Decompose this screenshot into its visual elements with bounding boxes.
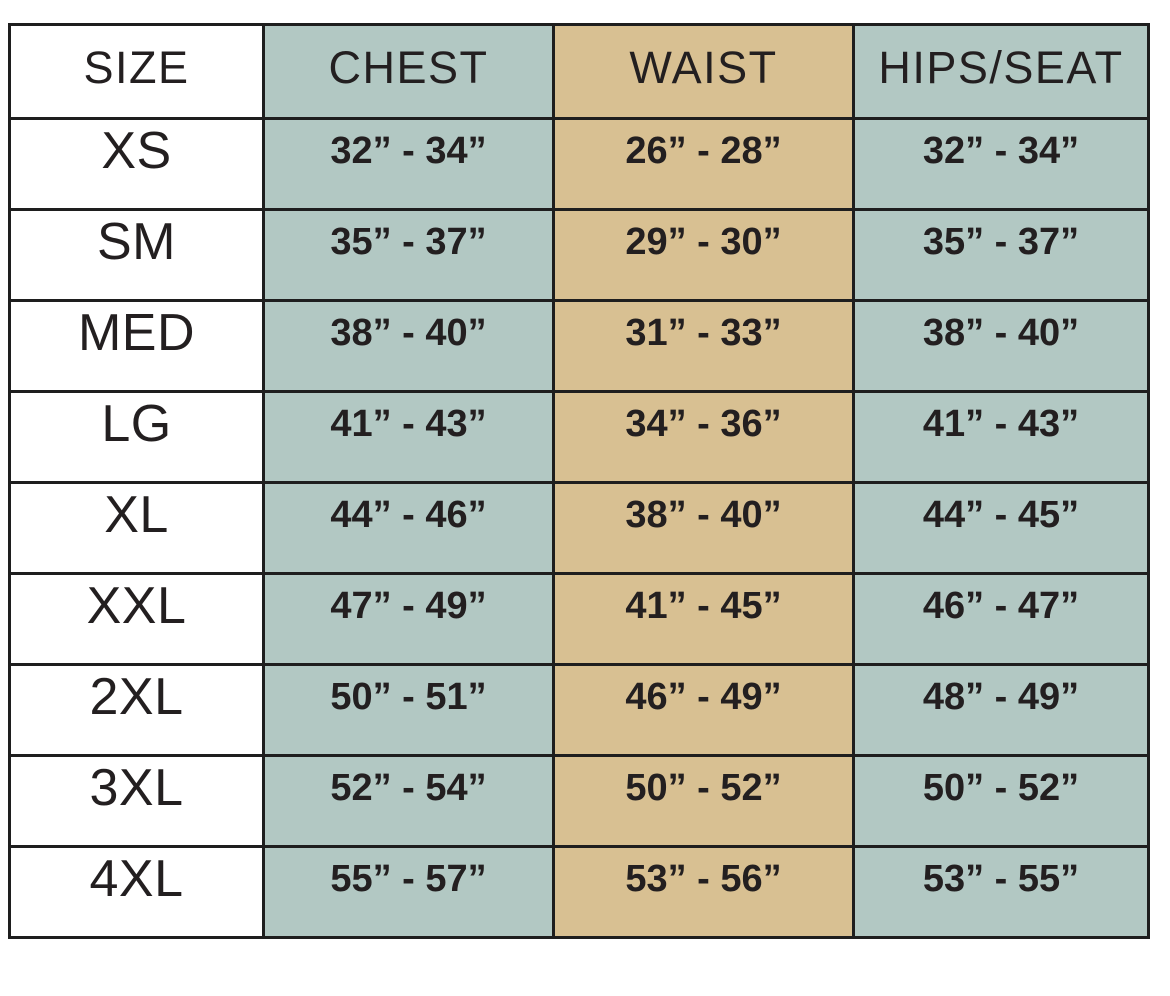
column-header-waist: WAIST — [554, 25, 854, 119]
chest-value: 41” - 43” — [264, 392, 554, 483]
waist-value: 38” - 40” — [554, 483, 854, 574]
size-label: 3XL — [10, 756, 264, 847]
table-row-med — [10, 301, 1149, 392]
waist-value: 41” - 45” — [554, 574, 854, 665]
hips-seat-value: 48” - 49” — [854, 665, 1149, 756]
size-label: 2XL — [10, 665, 264, 756]
hips-seat-value: 50” - 52” — [854, 756, 1149, 847]
chest-value: 44” - 46” — [264, 483, 554, 574]
waist-value: 53” - 56” — [554, 847, 854, 938]
size-label: LG — [10, 392, 264, 483]
table-row-4xl — [10, 847, 1149, 938]
header-row — [10, 25, 1149, 119]
hips-seat-value: 35” - 37” — [854, 210, 1149, 301]
size-label: SM — [10, 210, 264, 301]
table-row-xs — [10, 119, 1149, 210]
table-row-lg — [10, 392, 1149, 483]
hips-seat-value: 53” - 55” — [854, 847, 1149, 938]
hips-seat-value: 44” - 45” — [854, 483, 1149, 574]
table-row-xl — [10, 483, 1149, 574]
chest-value: 50” - 51” — [264, 665, 554, 756]
chest-value: 55” - 57” — [264, 847, 554, 938]
column-header-chest: CHEST — [264, 25, 554, 119]
waist-value: 34” - 36” — [554, 392, 854, 483]
size-label: XS — [10, 119, 264, 210]
size-chart — [8, 23, 1150, 939]
hips-seat-value: 41” - 43” — [854, 392, 1149, 483]
table-row-xxl — [10, 574, 1149, 665]
chest-value: 52” - 54” — [264, 756, 554, 847]
size-chart-table — [8, 23, 1150, 939]
waist-value: 46” - 49” — [554, 665, 854, 756]
size-label: XL — [10, 483, 264, 574]
hips-seat-value: 38” - 40” — [854, 301, 1149, 392]
waist-value: 31” - 33” — [554, 301, 854, 392]
hips-seat-value: 46” - 47” — [854, 574, 1149, 665]
size-label: XXL — [10, 574, 264, 665]
chest-value: 35” - 37” — [264, 210, 554, 301]
size-label: 4XL — [10, 847, 264, 938]
table-row-sm — [10, 210, 1149, 301]
chest-value: 38” - 40” — [264, 301, 554, 392]
waist-value: 26” - 28” — [554, 119, 854, 210]
waist-value: 29” - 30” — [554, 210, 854, 301]
table-row-2xl — [10, 665, 1149, 756]
column-header-hips-seat: HIPS/SEAT — [854, 25, 1149, 119]
chest-value: 32” - 34” — [264, 119, 554, 210]
waist-value: 50” - 52” — [554, 756, 854, 847]
column-header-size: SIZE — [10, 25, 264, 119]
table-row-3xl — [10, 756, 1149, 847]
chest-value: 47” - 49” — [264, 574, 554, 665]
size-label: MED — [10, 301, 264, 392]
hips-seat-value: 32” - 34” — [854, 119, 1149, 210]
